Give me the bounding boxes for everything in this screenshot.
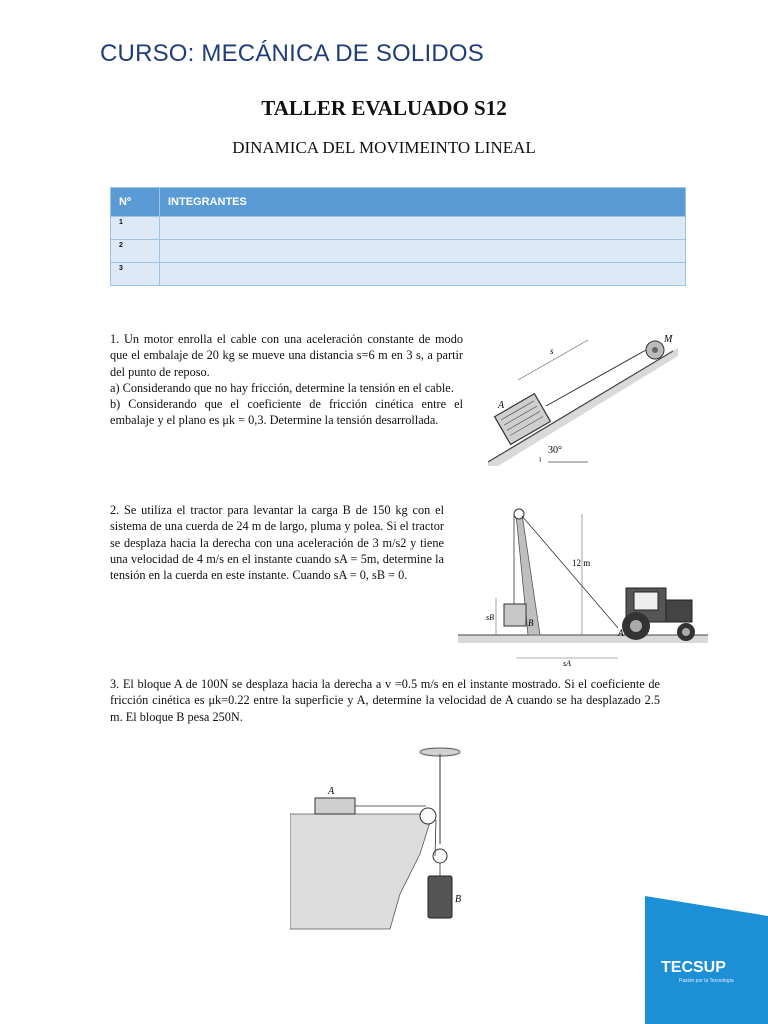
point-a-label: A: [618, 628, 624, 638]
member-name-cell[interactable]: [160, 263, 686, 286]
problem-2-statement: 2. Se utiliza el tractor para levantar la carga B de 150 kg con el sistema de una cuerda de 24 m de largo, pluma y polea. Si el tractor se desplaza hacia la derecha con una aceleración de 3 m/s2 y tiene una velocidad de 4 m/s en el instante cuando sA = 5m, determine la tensión en la cuerda en este instante. Cuando sA = 0, sB = 0.: [110, 503, 444, 583]
column-header-members: INTEGRANTES: [160, 188, 686, 217]
tecsup-logo: [645, 896, 768, 1024]
motor-hub: [652, 347, 658, 353]
block-a-label: A: [328, 786, 335, 797]
row-number: 1: [111, 217, 160, 240]
load-b: [504, 604, 526, 626]
sb-label: sB: [486, 613, 494, 622]
tractor: [622, 588, 695, 641]
problem-1-part-a: a) Considerando que no hay fricción, determine la tensión en el cable.: [110, 380, 454, 395]
logo-brand: TECSUP: [661, 959, 726, 976]
column-header-number: Nº: [111, 188, 160, 217]
pulley-block-figure: [290, 744, 490, 934]
members-table: [110, 187, 686, 286]
document-title: TALLER EVALUADO S12: [261, 96, 507, 120]
table-header-row: [111, 188, 686, 217]
table-row: [111, 263, 686, 286]
angle-label: 30°: [548, 445, 562, 456]
member-name-cell[interactable]: [160, 240, 686, 263]
ground: [458, 635, 708, 643]
problem-2: [110, 502, 444, 583]
distance-label: s: [550, 346, 554, 356]
logo-tagline: Pasión por la Tecnología: [679, 978, 734, 984]
problem-3: [110, 676, 660, 725]
document-subtitle: DINAMICA DEL MOVIMEINTO LINEAL: [232, 138, 536, 157]
height-label: 12 m: [572, 558, 591, 568]
crate-label: A: [498, 400, 505, 411]
block-b-label: B: [455, 894, 462, 905]
tractor-figure: [458, 500, 708, 670]
problem-1-statement: 1. Un motor enrolla el cable con una aceleración constante de modo que el embalaje de 20 kg se mueve una distancia s=6 m en 3 s, a partir del punto de reposo.: [110, 332, 463, 379]
row-number: 3: [111, 263, 160, 286]
problem-3-statement: 3. El bloque A de 100N se desplaza hacia la derecha a v =0.5 m/s en el instante mostrado. Si el coeficiente de fricción cinética es μk=0.22 entre la superficie y A, determine la velocidad de A cuando se ha desplazado 2.5 m. El bloque B pesa 250N.: [110, 677, 660, 724]
block-b: [428, 876, 452, 918]
motor-label: M: [664, 334, 673, 345]
load-b-label: B: [528, 618, 534, 628]
edge-pulley: [420, 808, 436, 824]
incline-figure: [488, 328, 688, 468]
sa-label: sA: [563, 659, 571, 668]
problem-1-part-b: b) Considerando que el coeficiente de fricción cinética entre el embalaje y el plano es μk = 0,3. Determine la tensión desarrollada.: [110, 397, 463, 428]
table-row: [111, 240, 686, 263]
member-name-cell[interactable]: [160, 217, 686, 240]
pulley: [514, 509, 524, 519]
course-title: CURSO: MECÁNICA DE SOLIDOS: [100, 40, 484, 67]
surface-block: [290, 814, 430, 929]
block-a: [315, 798, 355, 814]
table-row: [111, 217, 686, 240]
problem-1: [110, 331, 463, 429]
row-number: 2: [111, 240, 160, 263]
